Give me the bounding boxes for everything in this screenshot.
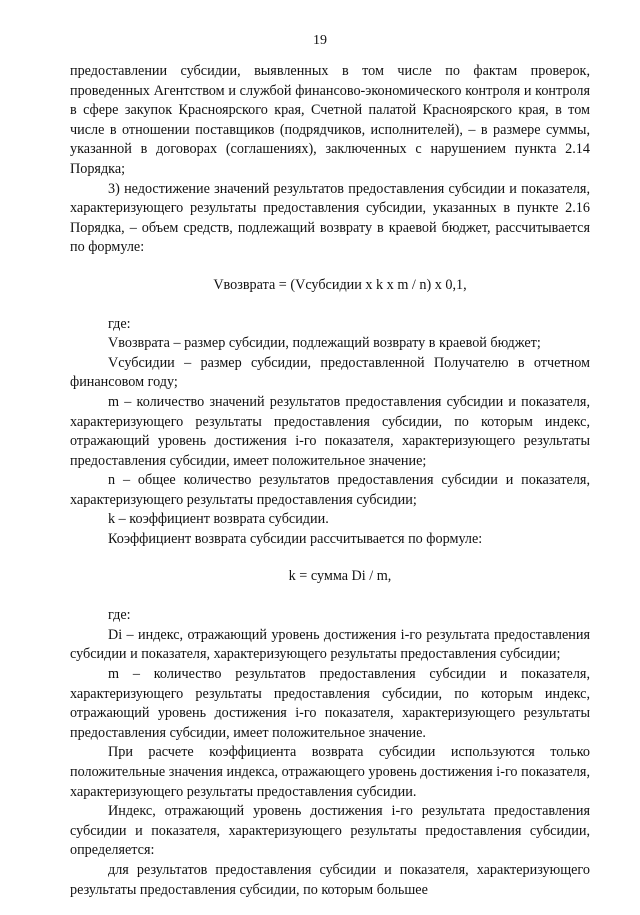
definition-v-return: Vвозврата – размер субсидии, подлежащий возврату в краевой бюджет; [108,335,541,352]
paragraph-violation-continuation: предоставлении субсидии, выявленных в том числе по фактам проверок, проведенных Агентством и службой финансово-экономического контроля и контроля в сфере закупок Красноярского края, Счетной палатой Красноярского края, в том числе в отношении поставщиков (подрядчиков, исполнителей), – в размере суммы, указанной в договорах (соглашениях), заключенных с нарушением пункта 2.14 Порядка; [70,63,590,177]
definition-k: k – коэффициент возврата субсидии. [108,511,329,528]
definition-v-subsidy: Vсубсидии – размер субсидии, предоставленной Получателю в отчетном финансовом году; [70,354,590,391]
definition-m: m – количество значений результатов предоставления субсидии и показателя, характеризующего результаты предоставления субсидии, по которым индекс, отражающий уровень достижения i-го показателя, характеризующего результаты предоставления субсидии, имеет положительное значение; [70,393,590,469]
paragraph-for-results: для результатов предоставления субсидии и показателя, характеризующего результаты предоставления субсидии, по которым большее [70,861,590,898]
formula-coefficient: k = сумма Di / m, [288,567,392,584]
paragraph-positive-values: При расчете коэффициента возврата субсидии используются только положительные значения индекса, отражающего уровень достижения i-го показателя, характеризующего результаты предоставления субсидии. [70,744,590,800]
paragraph-item-3: 3) недостижение значений результатов предоставления субсидии и показателя, характеризующего результаты предоставления субсидии, указанных в пункте 2.16 Порядка, – объем средств, подлежащий возврату в краевой бюджет, рассчитывается по формуле: [70,180,590,256]
page-number: 19 [313,33,327,48]
definition-m-2: m – количество результатов предоставления субсидии и показателя, характеризующего результаты предоставления субсидии, по которым индекс, отражающий уровень достижения i-го показателя, характеризующего результаты предоставления субсидии, имеет положительное значение. [70,666,590,741]
definition-di: Di – индекс, отражающий уровень достижения i-го результата предоставления субсидии и показателя, характеризующего результаты предоставления субсидии; [70,626,590,663]
where-label-2: где: [108,607,131,624]
paragraph-index-definition: Индекс, отражающий уровень достижения i-го результата предоставления субсидии и показателя, характеризующего результаты предоставления субсидии, определяется: [70,803,590,859]
where-label: где: [108,315,131,332]
paragraph-coefficient-intro: Коэффициент возврата субсидии рассчитывается по формуле: [108,531,483,548]
definition-n: n – общее количество результатов предоставления субсидии и показателя, характеризующего результаты предоставления субсидии; [70,472,590,508]
formula-return-volume: Vвозврата = (Vсубсидии x k x m / n) x 0,1, [213,276,467,293]
document-body [70,62,590,900]
